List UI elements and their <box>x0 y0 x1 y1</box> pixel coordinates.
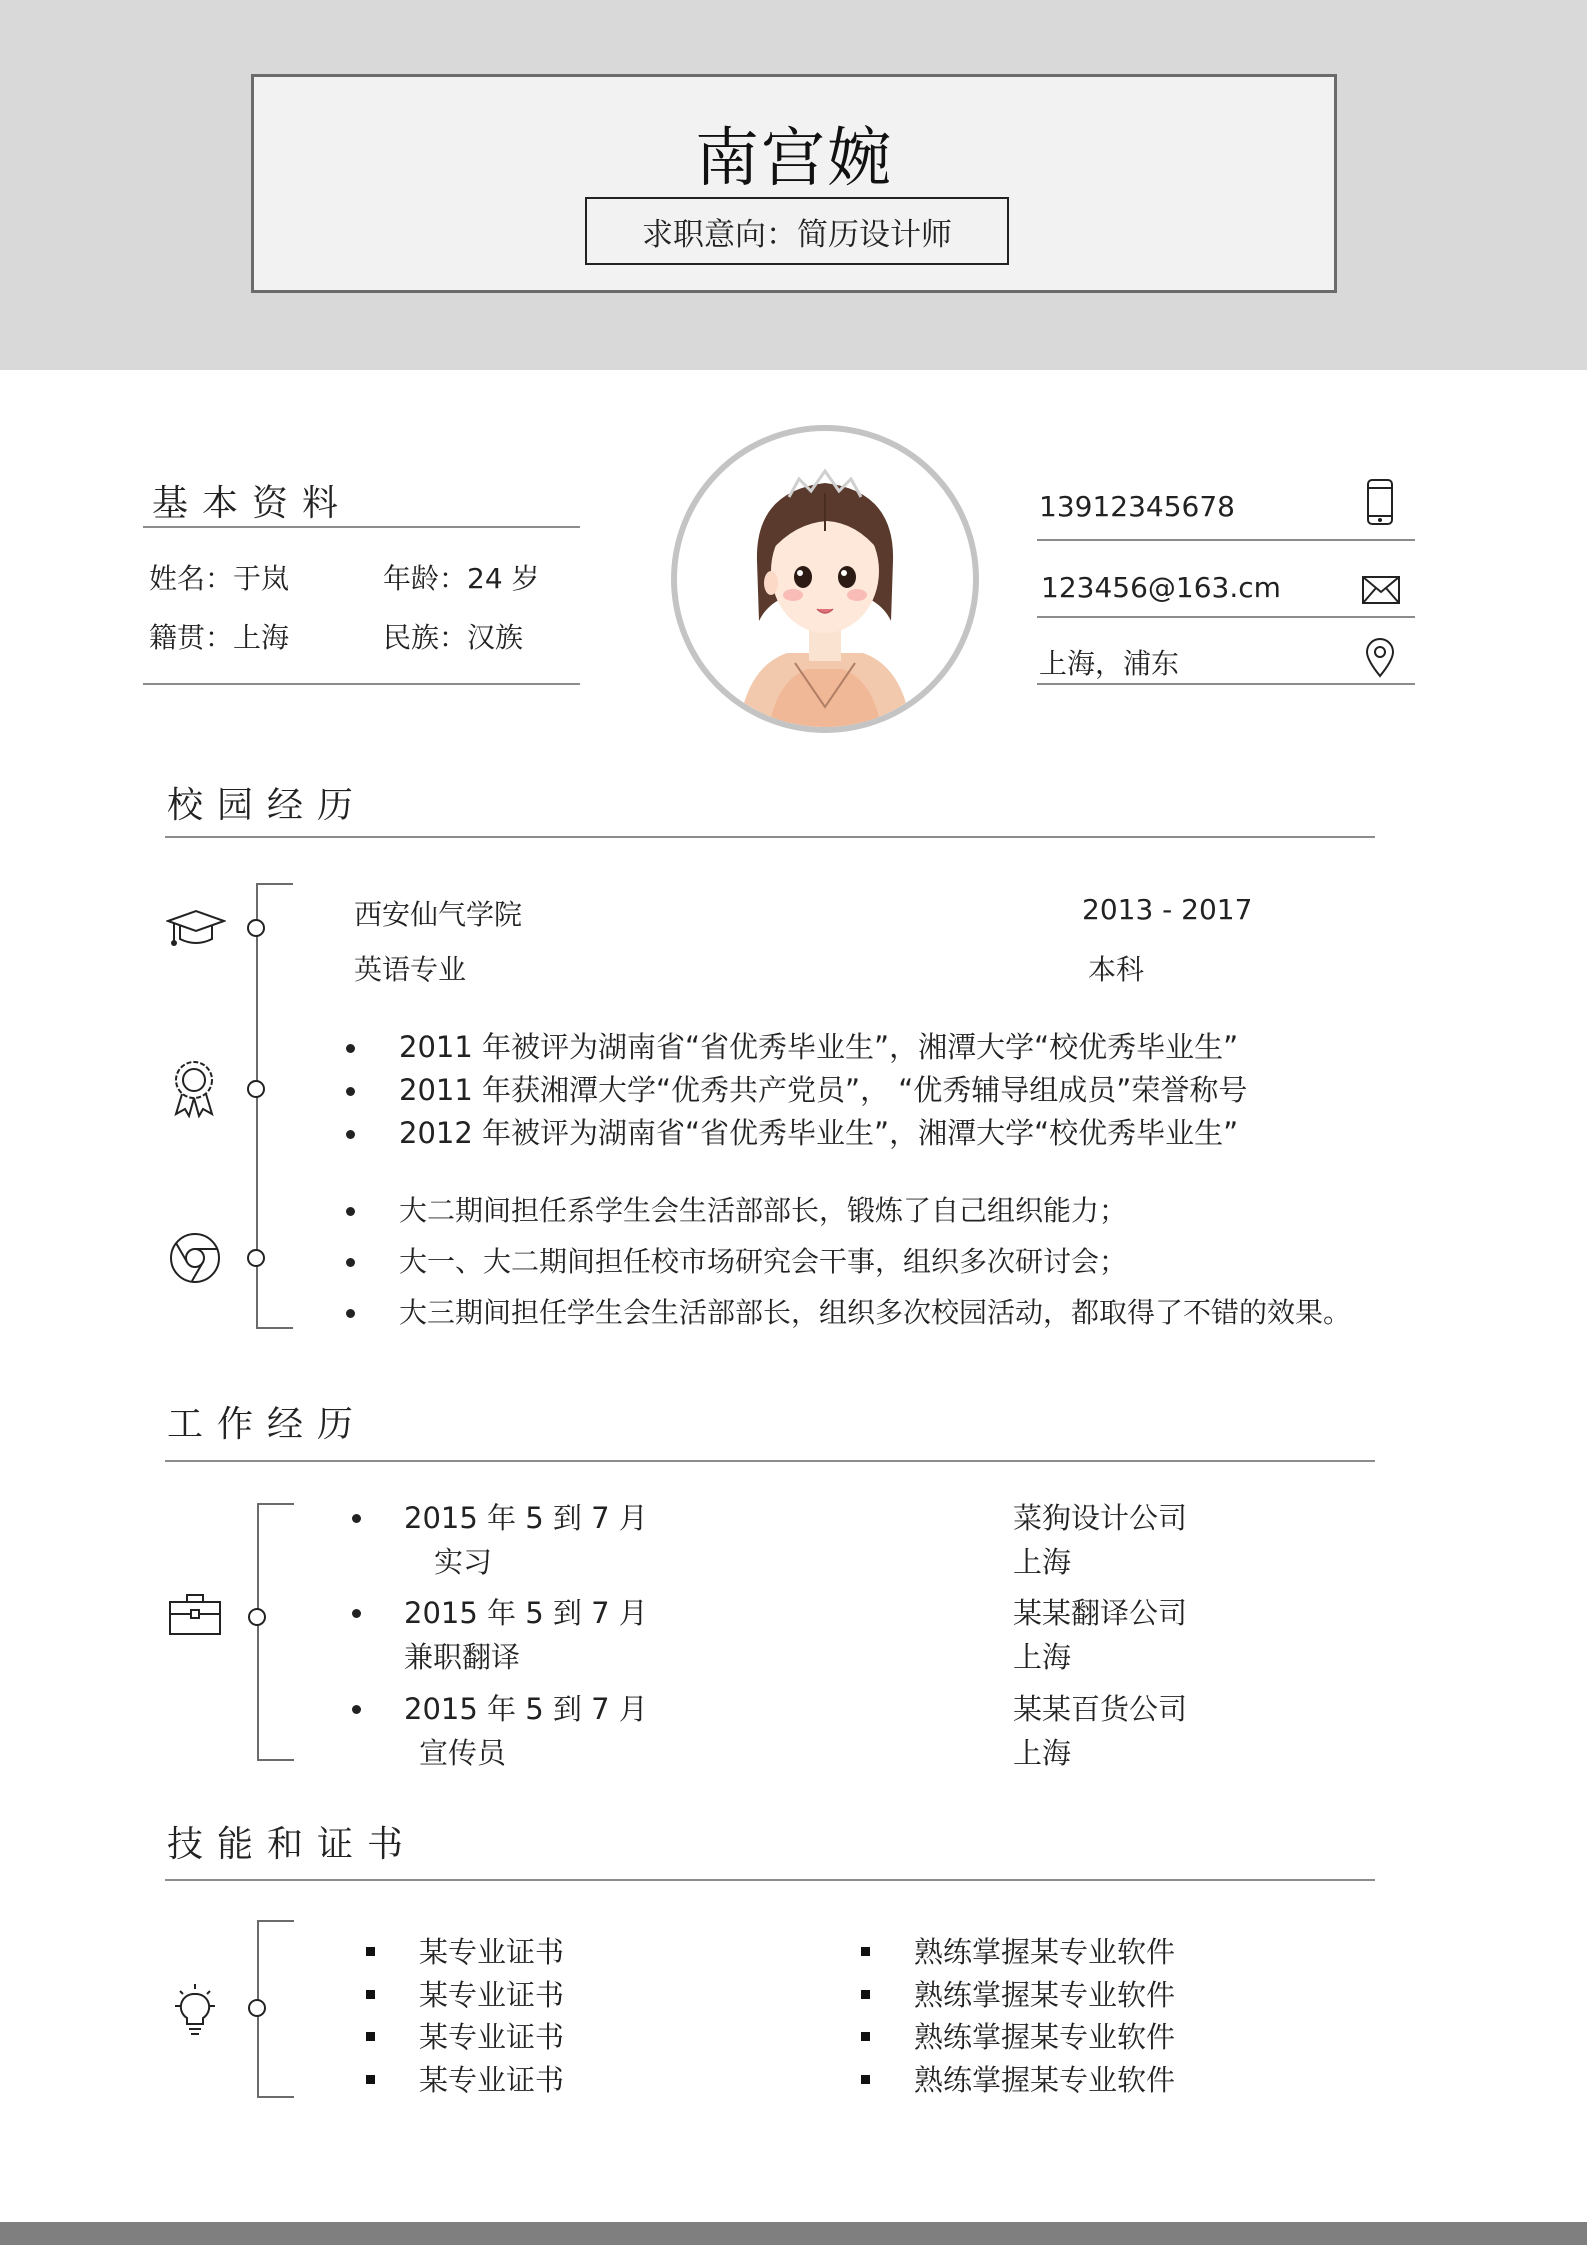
contact-rule-3 <box>1037 683 1415 685</box>
activity-item: 大一、大二期间担任校市场研究会干事，组织多次研讨会； <box>399 1245 1128 1278</box>
honor-item: 2011 年获湘潭大学“优秀共产党员”， “优秀辅导组成员”荣誉称号 <box>399 1073 1248 1107</box>
work-city: 上海 <box>1013 1545 1072 1579</box>
bullet <box>366 1990 375 1999</box>
bullet <box>366 1947 375 1956</box>
bullet <box>366 2075 375 2084</box>
name-box <box>251 74 1337 293</box>
bullet <box>861 2075 870 2084</box>
campus-title: 校园经历 <box>167 785 368 826</box>
software-item: 熟练掌握某专业软件 <box>914 1978 1176 2012</box>
chrome-icon <box>168 1231 222 1285</box>
work-date: 2015 年 5 到 7 月 <box>404 1596 648 1630</box>
name-field: 姓名：于岚 <box>149 562 290 595</box>
bullet <box>861 2032 870 2041</box>
work-title: 工作经历 <box>167 1404 368 1445</box>
bullet <box>861 1947 870 1956</box>
timeline-tick <box>257 2096 294 2098</box>
work-city: 上海 <box>1013 1736 1072 1770</box>
location-icon <box>1365 638 1395 678</box>
job-intent: 求职意向：简历设计师 <box>585 197 1009 265</box>
ethnicity-field: 民族：汉族 <box>383 621 524 654</box>
footer-band <box>0 2222 1587 2245</box>
work-company: 菜狗设计公司 <box>1013 1501 1188 1535</box>
bullet <box>346 1207 355 1216</box>
skills-title: 技能和证书 <box>167 1824 418 1865</box>
phone-icon <box>1366 478 1394 526</box>
bullet <box>346 1258 355 1267</box>
work-date: 2015 年 5 到 7 月 <box>404 1692 648 1726</box>
candidate-name: 南宫婉 <box>695 122 893 196</box>
contact-rule-1 <box>1037 539 1415 541</box>
bullet <box>352 1514 361 1523</box>
work-role: 实习 <box>434 1545 493 1579</box>
lightbulb-icon <box>169 1982 221 2038</box>
activity-item: 大二期间担任系学生会生活部部长，锻炼了自己组织能力； <box>399 1194 1128 1227</box>
bullet <box>366 2032 375 2041</box>
school-name: 西安仙气学院 <box>354 898 523 931</box>
avatar <box>671 425 979 733</box>
activity-item: 大三期间担任学生会生活部部长，组织多次校园活动，都取得了不错的效果。 <box>399 1296 1352 1329</box>
work-company: 某某翻译公司 <box>1013 1596 1188 1630</box>
phone-number[interactable]: 13912345678 <box>1039 490 1235 523</box>
basic-info-rule <box>143 526 580 528</box>
school-years: 2013 - 2017 <box>1082 893 1253 926</box>
work-role: 宣传员 <box>419 1736 507 1770</box>
major: 英语专业 <box>354 953 467 986</box>
basic-info-bottom-rule <box>143 683 580 685</box>
work-city: 上海 <box>1013 1640 1072 1674</box>
bullet <box>861 1990 870 1999</box>
work-date: 2015 年 5 到 7 月 <box>404 1501 648 1535</box>
cert-item: 某专业证书 <box>419 1935 565 1969</box>
cert-item: 某专业证书 <box>419 1978 565 2012</box>
contact-rule-2 <box>1037 616 1415 618</box>
bullet <box>352 1705 361 1714</box>
timeline-node <box>248 1999 266 2017</box>
hometown-field: 籍贯：上海 <box>149 621 290 654</box>
honor-item: 2011 年被评为湖南省“省优秀毕业生”，湘潭大学“校优秀毕业生” <box>399 1030 1239 1064</box>
timeline-node <box>247 1249 265 1267</box>
age-field: 年龄：24 岁 <box>383 562 540 595</box>
degree: 本科 <box>1088 953 1145 986</box>
bullet <box>346 1087 355 1096</box>
work-timeline <box>257 1503 259 1761</box>
address: 上海，浦东 <box>1039 647 1180 680</box>
cert-item: 某专业证书 <box>419 2063 565 2097</box>
bullet <box>346 1130 355 1139</box>
cert-item: 某专业证书 <box>419 2020 565 2054</box>
campus-rule <box>165 836 1375 838</box>
avatar-illustration <box>677 431 973 727</box>
software-item: 熟练掌握某专业软件 <box>914 1935 1176 1969</box>
timeline-node <box>247 1080 265 1098</box>
timeline-tick <box>257 1920 294 1922</box>
email-address[interactable]: 123456@163.cm <box>1041 571 1281 604</box>
work-role: 兼职翻译 <box>404 1640 521 1674</box>
bullet <box>346 1309 355 1318</box>
graduation-cap-icon <box>166 907 226 949</box>
timeline-tick <box>256 1327 293 1329</box>
timeline-tick <box>257 1759 294 1761</box>
timeline-node <box>247 919 265 937</box>
bullet <box>346 1044 355 1053</box>
mail-icon <box>1361 575 1401 605</box>
honor-item: 2012 年被评为湖南省“省优秀毕业生”，湘潭大学“校优秀毕业生” <box>399 1116 1239 1150</box>
briefcase-icon <box>168 1592 222 1636</box>
software-item: 熟练掌握某专业软件 <box>914 2020 1176 2054</box>
software-item: 熟练掌握某专业软件 <box>914 2063 1176 2097</box>
skills-rule <box>165 1879 1375 1881</box>
award-ribbon-icon <box>170 1058 218 1118</box>
basic-info-title: 基本资料 <box>152 483 353 524</box>
bullet <box>352 1609 361 1618</box>
timeline-node <box>248 1608 266 1626</box>
work-rule <box>165 1460 1375 1462</box>
work-company: 某某百货公司 <box>1013 1692 1188 1726</box>
timeline-tick <box>257 1503 294 1505</box>
timeline-tick <box>256 883 293 885</box>
